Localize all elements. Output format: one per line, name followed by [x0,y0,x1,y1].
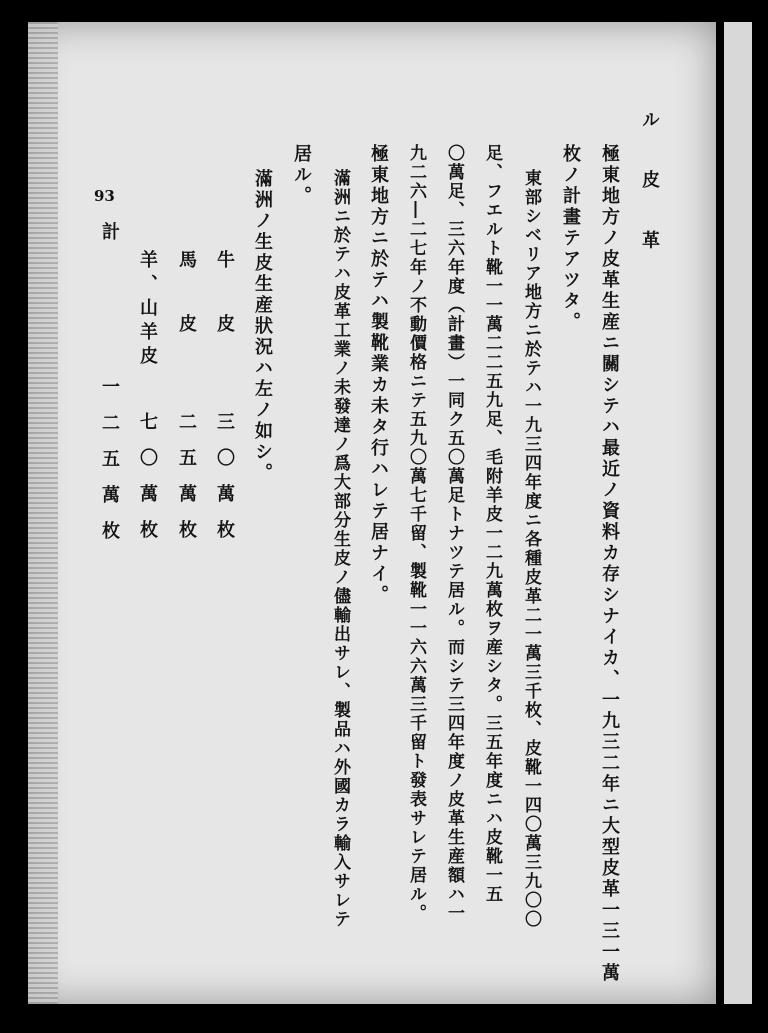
section-header: ル 皮 革 [639,110,660,267]
body-line-9: 居ル。 [291,144,312,207]
table-row-value: 七〇萬枚 [137,412,158,556]
table-row-label: 羊、山羊皮 [137,250,158,370]
binding-gutter [28,22,58,1004]
body-line-2: 枚ノ計畫テアツタ。 [560,144,581,333]
document-page [28,22,716,1004]
table-row-label: 牛 皮 [214,250,235,346]
page-number: 93 [94,187,115,205]
body-line-8: 滿洲ニ於テハ皮革工業ノ未發達ノ爲大部分生皮ノ儘輸出サレ、製品ハ外國カラ輸入サレテ [330,169,350,929]
body-line-7: 極東地方ニ於テハ製靴業カ未タ行ハレテ居ナイ。 [368,144,389,606]
body-line-1: 極東地方ノ皮革生産ニ關シテハ最近ノ資料カ存シナイカ、一九三二年ニ大型皮革一三一萬 [599,144,620,984]
body-line-3: 東部シベリア地方ニ於テハ一九三四年度ニ各種皮革二一萬三千枚、皮靴一四〇萬三九〇〇 [521,169,541,929]
table-row-label: 馬 皮 [176,250,197,346]
adjacent-page-edge [724,22,752,1004]
body-line-4: 足、フエルト靴一一萬二二五九足、毛附羊皮一二九萬枚ヲ産シタ。三五年度ニハ皮靴一五 [482,144,502,904]
table-total-label: 計 [99,222,120,254]
table-row-value: 二五萬枚 [176,412,197,556]
body-line-5: 〇萬足、三六年度（計畫）一同ク五〇萬足トナツテ居ル。而シテ三四年度ノ皮革生産額ハ一 [444,144,464,923]
table-row-value: 三〇萬枚 [214,412,235,556]
table-total-value: 一二五萬枚 [99,377,120,557]
body-line-6: 九二六―二七年ノ不動價格ニテ五九〇萬七千留、製靴一一六六萬三千留ト發表サレテ居ル。 [406,144,426,923]
body-line-10: 滿洲ノ生皮生産狀況ハ左ノ如シ。 [252,169,273,484]
